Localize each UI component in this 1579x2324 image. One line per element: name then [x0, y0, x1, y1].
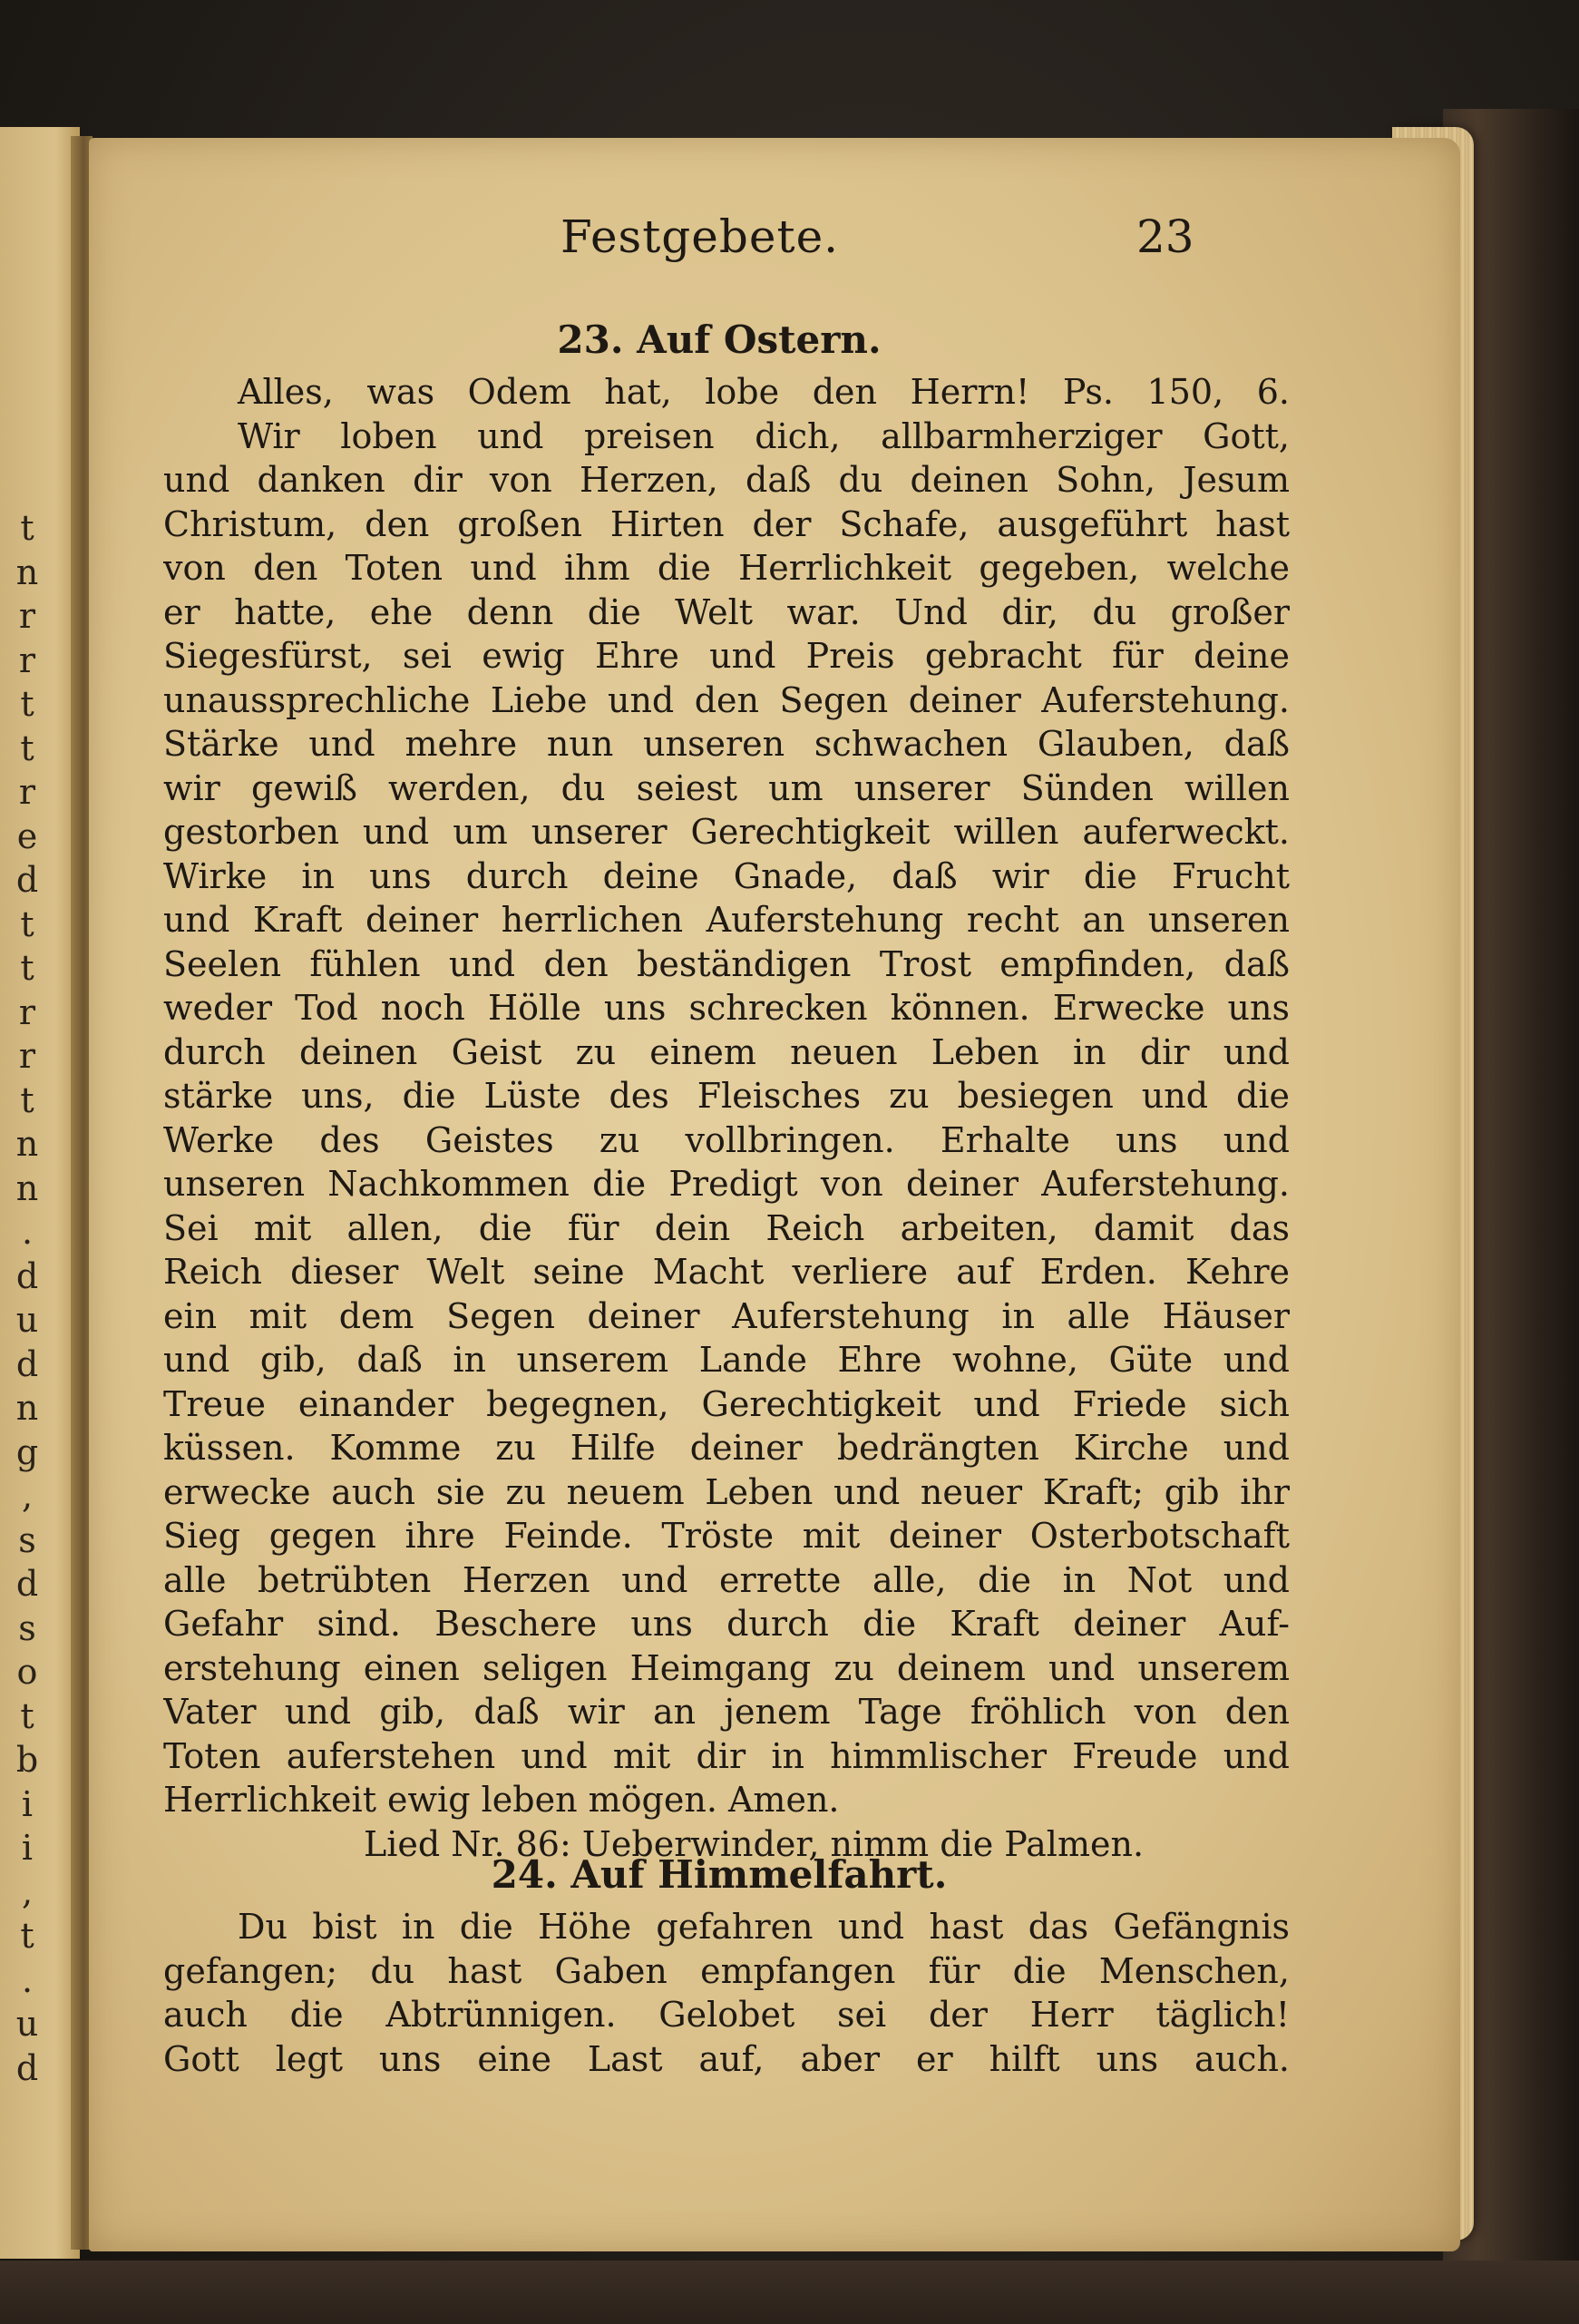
text-line: von den Toten und ihm die Herrlichkeit gegeben, welche — [163, 548, 1290, 588]
text-line: weder Tod noch Hölle uns schrecken können. Erwecke uns — [163, 988, 1290, 1028]
left-page-fragment: , — [21, 1871, 34, 1912]
running-title: Festgebete. — [560, 210, 840, 263]
ascension-prayer-text — [163, 1905, 1290, 2081]
section-heading-easter: 23. Auf Ostern. — [557, 317, 882, 362]
text-line: wir gewiß werden, du seiest um unserer Sünden willen — [163, 767, 1290, 808]
running-head — [89, 210, 1460, 274]
left-page-fragment: t — [20, 948, 34, 988]
left-page-fragment: s — [18, 1607, 36, 1648]
left-page-fragment: d — [15, 2047, 39, 2088]
left-page-fragment: t — [20, 508, 34, 548]
left-page-fragment: r — [18, 772, 36, 812]
left-page-fragment: d — [15, 1255, 39, 1296]
text-line: ein mit dem Segen deiner Auferstehung in alle Häuser — [163, 1295, 1290, 1336]
left-page-fragment: t — [20, 903, 34, 944]
text-line: Christum, den großen Hirten der Schafe, ausgeführt hast — [163, 503, 1290, 544]
left-page-fragment: n — [15, 1124, 39, 1164]
left-page-fragment: t — [20, 1079, 34, 1120]
left-page-fragment: o — [16, 1652, 38, 1692]
text-line: er hatte, ehe denn die Welt war. Und dir, du großer — [163, 591, 1290, 632]
text-line: Werke des Geistes zu vollbringen. Erhalte uns und — [163, 1119, 1290, 1160]
left-page-fragment: r — [18, 1036, 36, 1076]
text-line: auch die Abtrünnigen. Gelobet sei der Herr täglich! — [163, 1995, 1290, 2035]
section-heading-ascension: 24. Auf Himmelfahrt. — [491, 1852, 948, 1897]
left-page-fragments — [9, 506, 45, 2090]
left-page-fragment: t — [20, 1916, 34, 1956]
left-page-fragment: d — [15, 1564, 39, 1604]
text-line: Sei mit allen, die für dein Reich arbeiten, damit das — [163, 1207, 1290, 1248]
text-line: Gefahr sind. Beschere uns durch die Kraft deiner Auf- — [163, 1604, 1290, 1644]
text-line: gefangen; du hast Gaben empfangen für die Menschen, — [163, 1950, 1290, 1991]
book-page — [89, 138, 1460, 2251]
page-number: 23 — [1136, 210, 1194, 263]
text-line: und danken dir von Herzen, daß du deinen Sohn, Jesum — [163, 460, 1290, 500]
left-page-fragment: r — [18, 991, 36, 1032]
left-page-fragment: d — [15, 1343, 39, 1384]
left-page-fragment: r — [18, 640, 36, 680]
text-line: Sieg gegen ihre Feinde. Tröste mit deiner Osterbotschaft — [163, 1516, 1290, 1556]
text-line: unseren Nachkommen die Predigt von deiner Auferstehung. — [163, 1164, 1290, 1204]
text-line: stärke uns, die Lüste des Fleisches zu besiegen und die — [163, 1076, 1290, 1116]
left-page-fragment: . — [21, 1959, 34, 2000]
left-page-fragment: i — [21, 1783, 34, 1824]
left-page-fragment: t — [20, 727, 34, 768]
book-cover-bottom — [0, 2261, 1579, 2324]
left-facing-page — [0, 127, 80, 2259]
left-page-fragment: u — [15, 1300, 39, 1340]
text-line: Wir loben und preisen dich, allbarmherziger Gott, — [238, 415, 1290, 456]
text-line: gestorben und um unserer Gerechtigkeit willen auferweckt. — [163, 812, 1290, 852]
left-page-fragment: g — [15, 1431, 39, 1472]
text-line: Alles, was Odem hat, lobe den Herrn! Ps. 150, 6. — [238, 372, 1290, 412]
text-line: alle betrübten Herzen und errette alle, die in Not und — [163, 1559, 1290, 1600]
left-page-fragment: n — [15, 1167, 39, 1208]
text-line: Treue einander begegnen, Gerechtigkeit und Friede sich — [163, 1383, 1290, 1424]
text-line: Herrlichkeit ewig leben mögen. Amen. — [163, 1780, 840, 1820]
easter-prayer-text — [163, 370, 1290, 1866]
left-page-fragment: e — [16, 815, 38, 856]
left-page-fragment: . — [21, 1212, 34, 1252]
text-line: Seelen fühlen und den beständigen Trost empfinden, daß — [163, 943, 1290, 984]
text-line: Siegesfürst, sei ewig Ehre und Preis gebracht für deine — [163, 636, 1290, 676]
text-line: Vater und gib, daß wir an jenem Tage fröhlich von den — [163, 1692, 1290, 1732]
text-line: erstehung einen seligen Heimgang zu deinem und unserem — [163, 1647, 1290, 1688]
text-line: Stärke und mehre nun unseren schwachen Glauben, daß — [163, 724, 1290, 764]
left-page-fragment: s — [18, 1519, 36, 1560]
left-page-fragment: t — [20, 684, 34, 724]
left-page-fragment: u — [15, 2004, 39, 2044]
text-line: küssen. Komme zu Hilfe deiner bedrängten Kirche und — [163, 1428, 1290, 1468]
text-line: durch deinen Geist zu einem neuen Leben in dir und — [163, 1031, 1290, 1072]
left-page-fragment: r — [18, 596, 36, 636]
left-page-fragment: i — [21, 1828, 34, 1868]
left-page-fragment: n — [15, 552, 39, 592]
text-line: Lied Nr. 86: Ueberwinder, nimm die Palmen. — [363, 1823, 1145, 1864]
left-page-fragment: , — [21, 1476, 34, 1516]
left-page-fragment: d — [15, 860, 39, 900]
page-text — [89, 138, 1460, 2251]
left-page-fragment: n — [15, 1388, 39, 1428]
left-page-fragment: b — [15, 1740, 39, 1780]
text-line: und gib, daß in unserem Lande Ehre wohne, Güte und — [163, 1340, 1290, 1380]
text-line: Reich dieser Welt seine Macht verliere auf Erden. Kehre — [163, 1252, 1290, 1292]
text-line: Gott legt uns eine Last auf, aber er hilft uns auch. — [163, 2038, 1290, 2079]
left-page-fragment: t — [20, 1695, 34, 1736]
text-line: erwecke auch sie zu neuem Leben und neuer Kraft; gib ihr — [163, 1471, 1290, 1512]
text-line: Wirke in uns durch deine Gnade, daß wir die Frucht — [163, 855, 1290, 896]
text-line: und Kraft deiner herrlichen Auferstehung recht an unseren — [163, 900, 1290, 940]
text-line: Du bist in die Höhe gefahren und hast das Gefängnis — [238, 1907, 1290, 1947]
text-line: unaussprechliche Liebe und den Segen deiner Auferstehung. — [163, 679, 1290, 720]
text-line: Toten auferstehen und mit dir in himmlischer Freude und — [163, 1735, 1290, 1776]
